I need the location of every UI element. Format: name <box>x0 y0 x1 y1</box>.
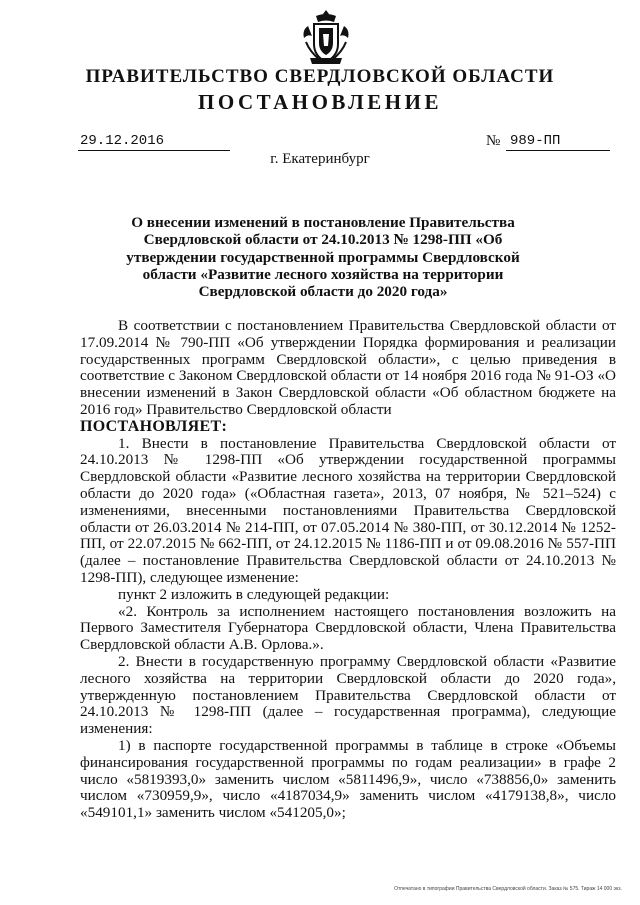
document-date: 29.12.2016 <box>78 133 230 151</box>
item-1-subparagraph: пункт 2 изложить в следующей редакции: <box>118 585 390 603</box>
print-footer: Отпечатано в типографии Правительства Свердловской области. Заказ № 575. Тираж 14 000 экз. <box>394 886 622 892</box>
coat-of-arms-icon <box>300 8 352 66</box>
item-1-quote: «2. Контроль за исполнением настоящего постановления возложить на Первого Заместителя Губернатора Свердловской области, Члена Правительства Свердловской области А.В. Орлова.». <box>80 602 616 654</box>
document-body <box>80 318 616 822</box>
document-type: ПОСТАНОВЛЕНИЕ <box>198 90 442 114</box>
item-2-subparagraph-1: 1) в паспорте государственной программы в таблице в строке «Объемы финансирования государственной программы по годам реализации» в графе 2 число «5819393,0» заменить числом «5811496,9», число «738856,0» заменить числом «730959,9», число «4187034,9» заменить числом «4179138,8», число «549101,1» заменить числом «541205,0»; <box>80 736 616 822</box>
document-title: О внесении изменений в постановление Правительства Свердловской области от 24.10.2013 № 1298-ПП «Об утверждении государственной программы Свердловской области «Развитие лесного хозяйства на территории Свердловской области до 2020 года» <box>126 214 520 301</box>
organization-name: ПРАВИТЕЛЬСТВО СВЕРДЛОВСКОЙ ОБЛАСТИ <box>85 66 555 87</box>
item-1-paragraph: 1. Внести в постановление Правительства Свердловской области от 24.10.2013 № 1298-ПП «Об утверждении государственной программы Свердловской области «Развитие лесного хозяйства на территории Свердловской области до 2020 года» («Областная газета», 2013, 07 ноября, № 521–524) с изменениями, внесенными постановлениями Правительства Свердловской области от 26.03.2014 № 214-ПП, от 07.05.2014 № 380-ПП, от 30.12.2014 № 1252-ПП, от 22.07.2015 № 662-ПП, от 24.12.2015 № 1186-ПП и от 09.08.2016 № 557-ПП (далее – постановление Правительства Свердловской области от 24.10.2013 № 1298-ПП), следующее изменение: <box>80 434 616 586</box>
decree-heading: ПОСТАНОВЛЯЕТ: <box>80 417 228 435</box>
item-2-paragraph: 2. Внести в государственную программу Свердловской области «Развитие лесного хозяйства на территории Свердловской области до 2020 года», утвержденную постановлением Правительства Свердловской области от 24.10.2013 № 1298-ПП (далее – государственная программа), следующие изменения: <box>80 652 616 738</box>
document-number: 989-ПП <box>506 133 610 151</box>
document-city: г. Екатеринбург <box>270 151 370 167</box>
preamble-paragraph: В соответствии с постановлением Правительства Свердловской области от 17.09.2014 № 790-ПП «Об утверждении Порядка формирования и реализации государственных программ Свердловской области», с целью приведения в соответствие с Законом Свердловской области от 14 ноября 2016 года № 91-ОЗ «О внесении изменений в Закон Свердловской области «Об областном бюджете на 2016 год» Правительство Свердловской области <box>80 317 616 418</box>
number-sign: № <box>486 133 501 149</box>
